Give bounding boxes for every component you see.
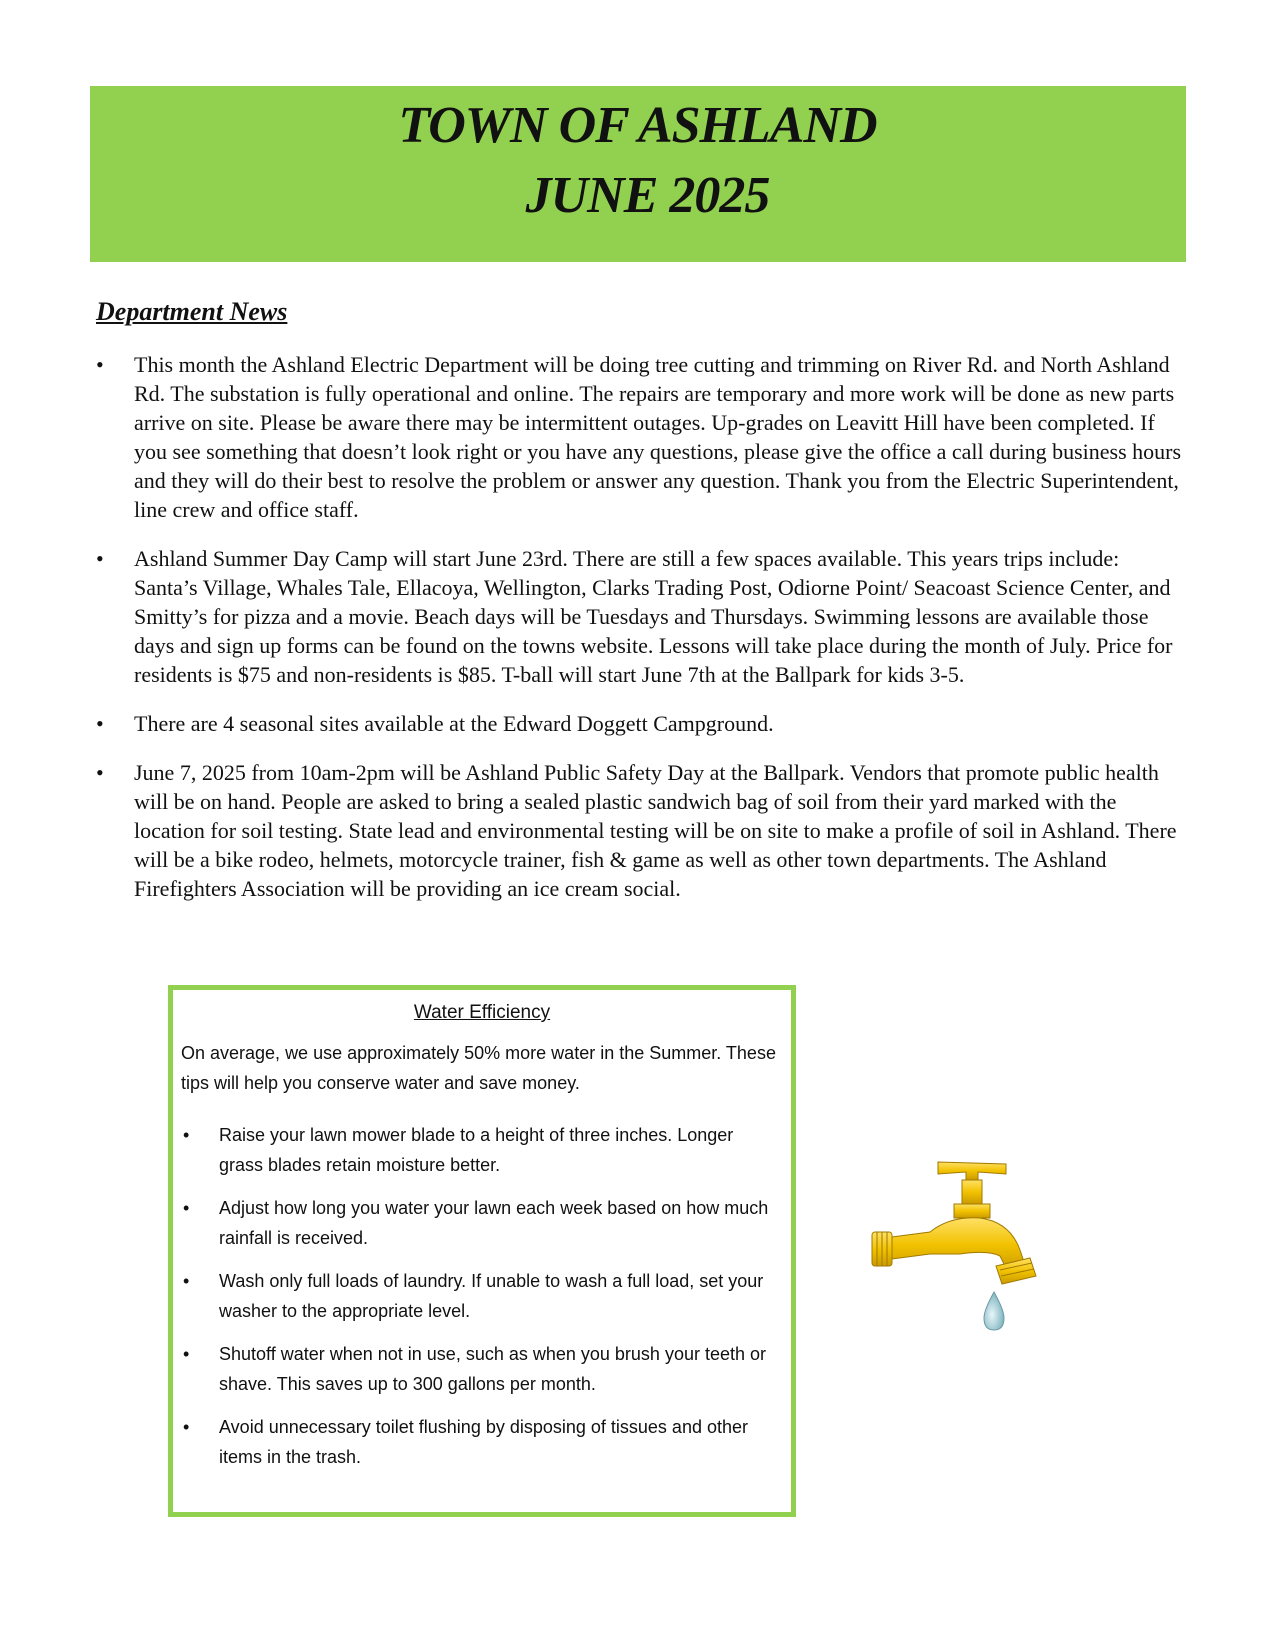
faucet-icon — [860, 1150, 1060, 1350]
water-tips-list — [181, 1120, 781, 1485]
bullet-icon: • — [183, 1125, 190, 1145]
news-item-text: Ashland Summer Day Camp will start June 23rd. There are still a few spaces available. This years trips include: Santa’s Village, Whales Tale, Ellacoya, Wellington, Clarks Trading Post, Odiorne Point/ Seacoast Science Center, and Smitty’s for pizza and a movie. Beach days will be Tuesdays and Thursdays. Swimming lessons are available those days and sign up forms can be found on the towns website. Lessons will take place during the month of July. Price for residents is $75 and non-residents is $85. T-ball will start June 7th at the Ballpark for kids 3-5. — [134, 546, 1173, 687]
water-tip — [181, 1412, 781, 1472]
newsletter-title: TOWN OF ASHLAND — [398, 97, 877, 154]
water-tip-text: Raise your lawn mower blade to a height of three inches. Longer grass blades retain moisture better. — [219, 1125, 734, 1175]
news-item-text: June 7, 2025 from 10am-2pm will be Ashland Public Safety Day at the Ballpark. Vendors that promote public health will be on hand. People are asked to bring a sealed plastic sandwich bag of soil from their yard marked with the location for soil testing. State lead and environmental testing will be on site to make a profile of soil in Ashland. There will be a bike rodeo, helmets, motorcycle trainer, fish & game as well as other town departments. The Ashland Firefighters Association will be providing an ice cream social. — [134, 760, 1177, 901]
bullet-icon: • — [183, 1271, 190, 1291]
newsletter-date: JUNE 2025 — [525, 167, 770, 224]
news-item-safety-day — [96, 758, 1186, 903]
water-tip — [181, 1193, 781, 1253]
bullet-icon: • — [183, 1417, 190, 1437]
water-tip — [181, 1120, 781, 1180]
bullet-icon: • — [96, 760, 104, 785]
water-efficiency-box — [168, 985, 796, 1517]
bullet-icon: • — [96, 352, 104, 377]
water-tip-text: Avoid unnecessary toilet flushing by disposing of tissues and other items in the trash. — [219, 1417, 748, 1467]
news-item-text: This month the Ashland Electric Department will be doing tree cutting and trimming on River Rd. and North Ashland Rd. The substation is fully operational and online. The repairs are temporary and more work will be done as new parts arrive on site. Please be aware there may be intermittent outages. Up-grades on Leavitt Hill have been completed. If you see something that doesn’t look right or you have any questions, please give the office a call during business hours and they will do their best to resolve the problem or answer any question. Thank you from the Electric Superintendent, line crew and office staff. — [134, 352, 1182, 522]
bullet-icon: • — [183, 1344, 190, 1364]
water-tip-text: Shutoff water when not in use, such as when you brush your teeth or shave. This saves up to 300 gallons per month. — [219, 1344, 766, 1394]
department-news-list — [96, 350, 1186, 923]
bullet-icon: • — [96, 546, 104, 571]
water-tip — [181, 1266, 781, 1326]
news-item-text: There are 4 seasonal sites available at the Edward Doggett Campground. — [134, 711, 774, 736]
water-tip-text: Adjust how long you water your lawn each week based on how much rainfall is received. — [219, 1198, 769, 1248]
water-efficiency-title: Water Efficiency — [413, 1002, 551, 1023]
bullet-icon: • — [183, 1198, 190, 1218]
water-tip-text: Wash only full loads of laundry. If unable to wash a full load, set your washer to the appropriate level. — [219, 1271, 764, 1321]
department-news-heading: Department News — [96, 297, 288, 326]
water-tip — [181, 1339, 781, 1399]
bullet-icon: • — [96, 711, 104, 736]
news-item-day-camp — [96, 544, 1186, 689]
news-item-campground — [96, 709, 1186, 738]
water-efficiency-intro: On average, we use approximately 50% more water in the Summer. These tips will help you conserve water and save money. — [181, 1043, 776, 1093]
news-item-electric — [96, 350, 1186, 524]
